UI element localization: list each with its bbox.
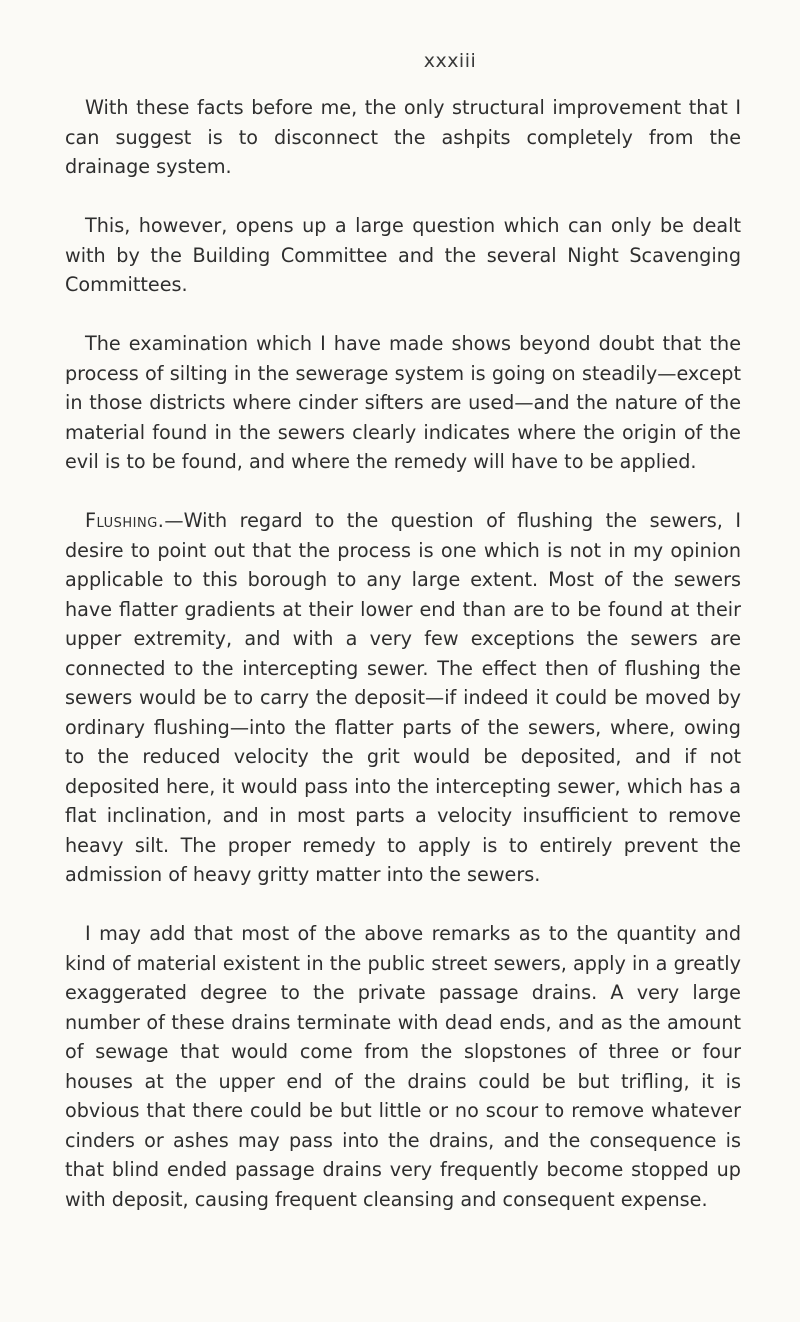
paragraph-text: —With regard to the question of flushing the sewers, I desire to point out that the process is one which is not in my opinion applicable to this borough to any large extent. Most of the sewers have flatter gradients at their lower end than are to be found at their upper extremity, and with a very few exceptions the sewers are connected to the intercepting sewer. The effect then of flushing the sewers would be to carry the deposit—if indeed it could be moved by ordinary flushing—into the flatter parts of the sewers, where, owing to the reduced velocity the grit would be deposited, and if not deposited here, it would pass into the intercepting sewer, which has a flat inclination, and in most parts a velocity insufficient to remove heavy silt. The proper remedy to apply is to entirely prevent the admission of heavy gritty matter into the sewers.: [65, 509, 741, 886]
paragraph-flushing: [65, 506, 741, 890]
paragraph-text: I may add that most of the above remarks as to the quantity and kind of material existent in the public street sewers, apply in a greatly exaggerated degree to the private passage drains. A very large number of these drains terminate with dead ends, and as the amount of sewage that would come from the slopstones of three or four houses at the upper end of the drains could be but trifling, it is obvious that there could be but little or no scour to remove whatever cinders or ashes may pass into the drains, and the consequence is that blind ended passage drains very frequently become stopped up with deposit, causing frequent cleansing and consequent expense.: [65, 922, 741, 1211]
paragraph-text: The examination which I have made shows beyond doubt that the process of silting in the sewerage system is going on steadily—except in those districts where cinder sifters are used—and the nature of the material found in the sewers clearly indicates where the origin of the evil is to be found, and where the remedy will have to be applied.: [65, 332, 741, 473]
page-number: xxxiii: [423, 50, 477, 72]
paragraph-passage-drains: [65, 919, 741, 1214]
paragraph-text: With these facts before me, the only structural improvement that I can suggest is to disconnect the ashpits completely from the drainage system.: [65, 96, 741, 178]
paragraph-silting: [65, 329, 741, 477]
paragraph-ashpits: [65, 93, 741, 182]
section-heading-flushing: Flushing.: [85, 509, 165, 532]
paragraph-committees: [65, 211, 741, 300]
body-text: [65, 93, 741, 1244]
paragraph-text: This, however, opens up a large question which can only be dealt with by the Building Committee and the several Night Scavenging Committees.: [65, 214, 741, 296]
